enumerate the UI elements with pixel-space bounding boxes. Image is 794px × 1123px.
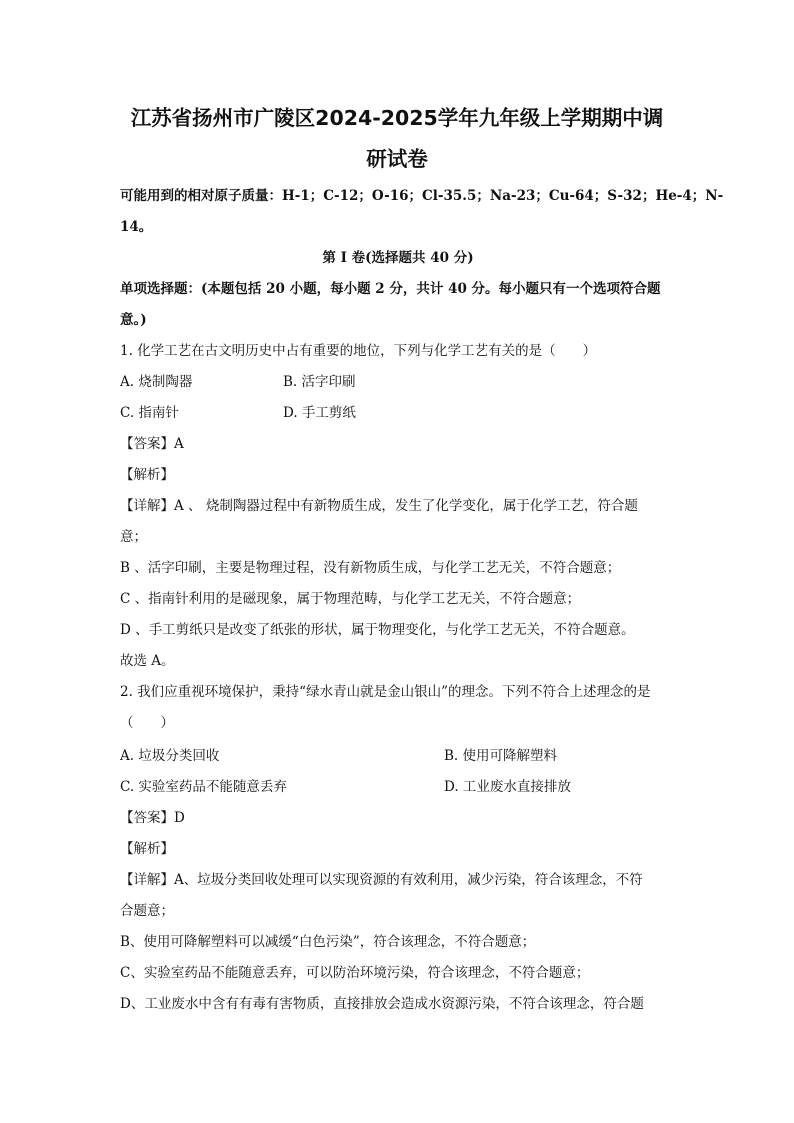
question-1-detail-line: 【详解】A 、 烧制陶器过程中有新物质生成，发生了化学变化，属于化学工艺，符合题	[120, 498, 638, 514]
question-1-answer: 【答案】A	[120, 436, 184, 452]
question-1-stem: 1. 化学工艺在古文明历史中占有重要的地位，下列与化学工艺有关的是（ ）	[120, 343, 597, 359]
question-1-option-a: A. 烧制陶器	[120, 374, 193, 390]
question-1-detail-line: 故选 A。	[120, 653, 175, 669]
question-2-option-b: B. 使用可降解塑料	[444, 748, 558, 764]
question-2-detail-line: B、使用可降解塑料可以减缓“白色污染”，符合该理念，不符合题意；	[120, 934, 536, 950]
question-1-option-b: B. 活字印刷	[283, 374, 356, 390]
question-1-analysis: 【解析】	[120, 467, 174, 483]
question-2-analysis: 【解析】	[120, 841, 174, 857]
question-2-option-d: D. 工业废水直接排放	[444, 779, 571, 795]
section-title: 第 I 卷(选择题共 40 分)	[322, 250, 474, 266]
question-2-stem-line-1: 2. 我们应重视环境保护，秉持“绿水青山就是金山银山”的理念。下列不符合上述理念的是	[120, 684, 651, 700]
question-1-detail-line: D 、手工剪纸只是改变了纸张的形状，属于物理变化，与化学工艺无关，不符合题意。	[120, 622, 635, 638]
instructions-line-2: 意。)	[120, 312, 147, 328]
question-2-detail-line: 【详解】A、垃圾分类回收处理可以实现资源的有效利用，减少污染，符合该理念，不符	[120, 872, 643, 888]
question-2-answer: 【答案】D	[120, 810, 185, 826]
question-2-stem-line-2: （ ）	[120, 715, 174, 731]
question-2-detail-line: 合题意；	[120, 903, 174, 919]
page-title-line-2: 研试卷	[366, 147, 428, 171]
atomic-mass-line-1: 可能用到的相对原子质量：H-1；C-12；O-16；Cl-35.5；Na-23；Cu-64；S-32；He-4；N-	[120, 188, 724, 204]
question-1-option-d: D. 手工剪纸	[283, 405, 356, 421]
question-2-detail-line: D、工业废水中含有有毒有害物质，直接排放会造成水资源污染，不符合该理念，符合题	[120, 996, 644, 1012]
question-2-detail-line: C、实验室药品不能随意丢弃，可以防治环境污染，符合该理念，不符合题意；	[120, 965, 590, 981]
question-1-detail-line: 意；	[120, 529, 147, 545]
question-2-option-c: C. 实验室药品不能随意丢弃	[120, 779, 287, 795]
atomic-mass-line-2: 14。	[120, 219, 153, 235]
page-title-line-1: 江苏省扬州市广陵区2024-2025学年九年级上学期期中调	[130, 106, 664, 130]
question-2-option-a: A. 垃圾分类回收	[120, 748, 220, 764]
instructions-line-1: 单项选择题：(本题包括 20 小题，每小题 2 分，共计 40 分。每小题只有一个选项符合题	[120, 281, 661, 297]
question-1-detail-line: C 、指南针利用的是磁现象，属于物理范畴，与化学工艺无关，不符合题意；	[120, 591, 581, 607]
question-1-option-c: C. 指南针	[120, 405, 179, 421]
question-1-detail-line: B 、活字印刷，主要是物理过程，没有新物质生成，与化学工艺无关，不符合题意；	[120, 560, 621, 576]
